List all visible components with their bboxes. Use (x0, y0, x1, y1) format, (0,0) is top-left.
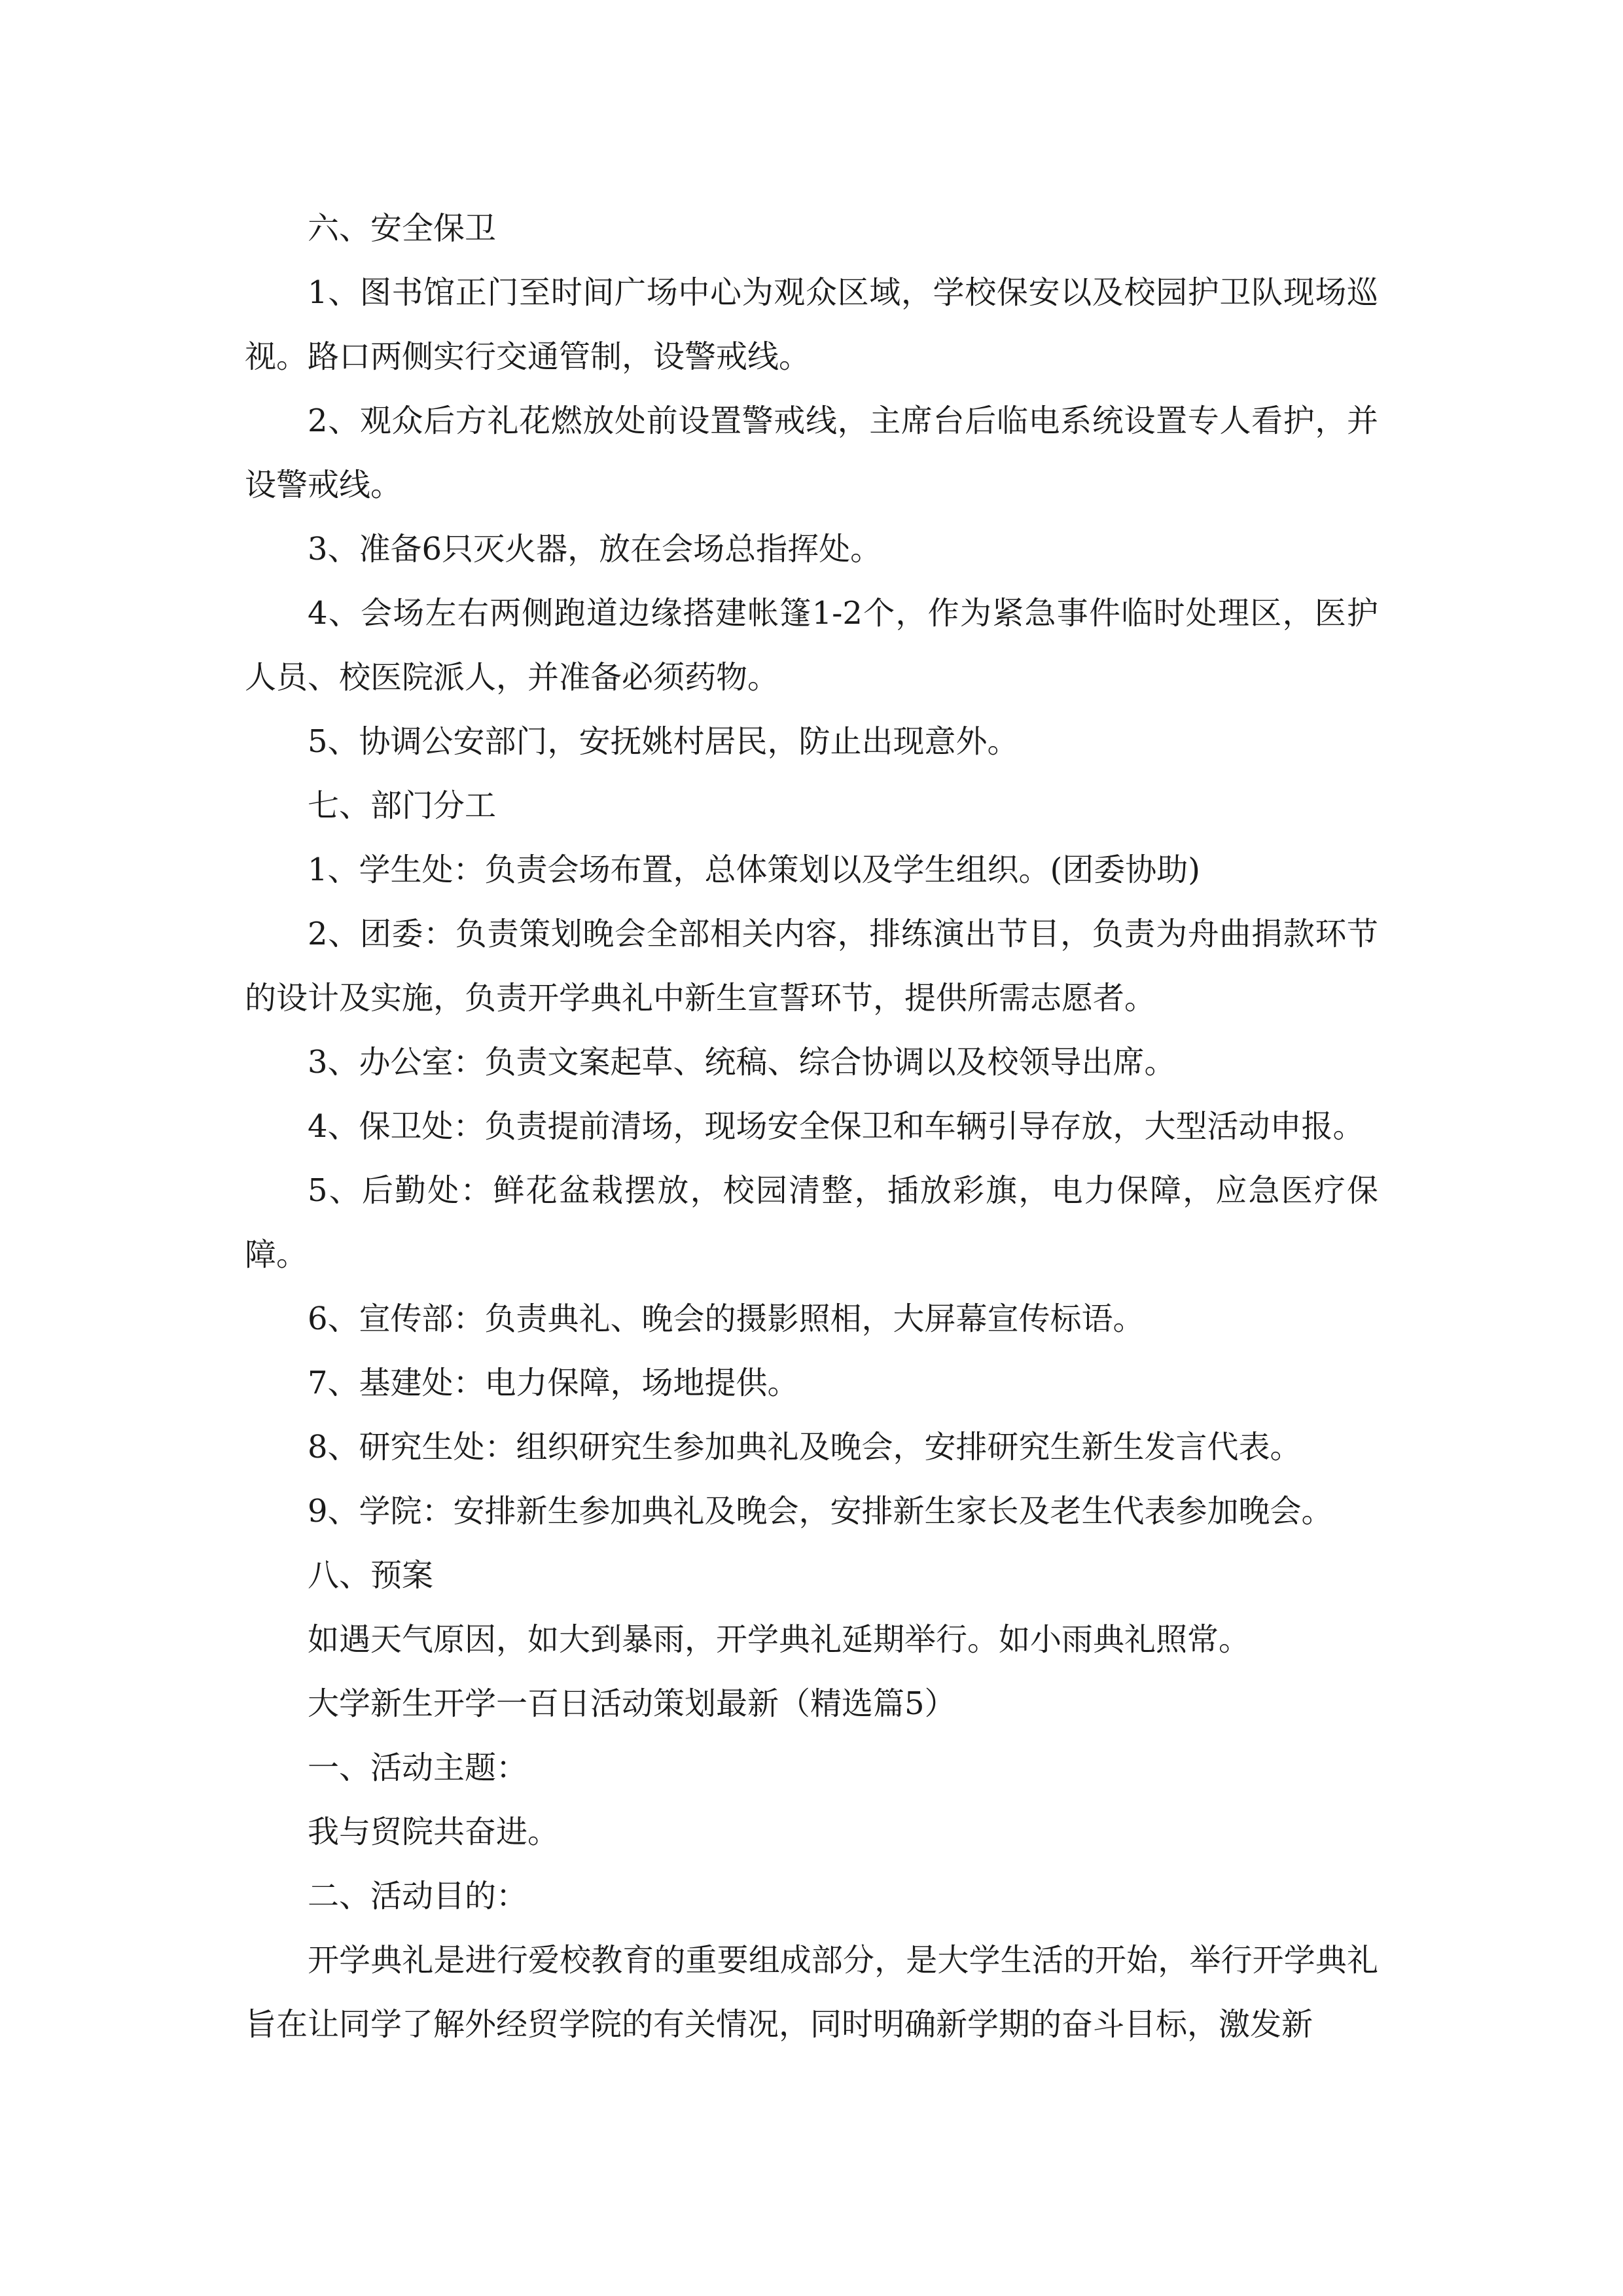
paragraph: 5、协调公安部门，安抚姚村居民，防止出现意外。 (308, 723, 1019, 760)
paragraph: 1、图书馆正门至时间广场中心为观众区域，学校保安以及校园护卫队现场巡视。路口两侧实行交通管制，设警戒线。 (245, 274, 1378, 375)
section-heading-plan: 八、预案 (308, 1557, 434, 1594)
paragraph: 3、办公室：负责文案起草、统稿、综合协调以及校领导出席。 (308, 1044, 1176, 1081)
document-body (245, 196, 1378, 2056)
section-heading-purpose: 二、活动目的： (308, 1878, 528, 1914)
paragraph: 4、保卫处：负责提前清场，现场安全保卫和车辆引导存放，大型活动申报。 (308, 1108, 1364, 1145)
paragraph: 6、宣传部：负责典礼、晚会的摄影照相，大屏幕宣传标语。 (308, 1300, 1145, 1337)
article-title: 大学新生开学一百日活动策划最新（精选篇5） (308, 1685, 956, 1722)
section-heading-division: 七、部门分工 (308, 787, 497, 824)
paragraph: 8、研究生处：组织研究生参加典礼及晚会，安排研究生新生发言代表。 (308, 1429, 1302, 1465)
paragraph: 4、会场左右两侧跑道边缘搭建帐篷1-2个，作为紧急事件临时处理区，医护人员、校医院派人，并准备必须药物。 (245, 595, 1378, 696)
section-heading-security: 六、安全保卫 (308, 210, 497, 247)
paragraph: 开学典礼是进行爱校教育的重要组成部分，是大学生活的开始，举行开学典礼旨在让同学了解外经贸学院的有关情况，同时明确新学期的奋斗目标，激发新 (245, 1942, 1378, 2043)
paragraph: 3、准备6只灭火器，放在会场总指挥处。 (308, 531, 882, 567)
paragraph: 2、观众后方礼花燃放处前设置警戒线，主席台后临电系统设置专人看护，并设警戒线。 (245, 403, 1378, 503)
paragraph: 如遇天气原因，如大到暴雨，开学典礼延期举行。如小雨典礼照常。 (308, 1621, 1251, 1658)
paragraph: 9、学院：安排新生参加典礼及晚会，安排新生家长及老生代表参加晚会。 (308, 1493, 1333, 1530)
paragraph: 1、学生处：负责会场布置，总体策划以及学生组织。(团委协助) (308, 852, 1200, 888)
section-heading-theme: 一、活动主题： (308, 1749, 528, 1786)
paragraph: 7、基建处：电力保障，场地提供。 (308, 1365, 799, 1401)
paragraph: 5、后勤处：鲜花盆栽摆放，校园清整，插放彩旗，电力保障，应急医疗保障。 (245, 1172, 1378, 1273)
paragraph: 2、团委：负责策划晚会全部相关内容，排练演出节目，负责为舟曲捐款环节的设计及实施，负责开学典礼中新生宣誓环节，提供所需志愿者。 (245, 916, 1378, 1016)
paragraph: 我与贸院共奋进。 (308, 1814, 560, 1850)
